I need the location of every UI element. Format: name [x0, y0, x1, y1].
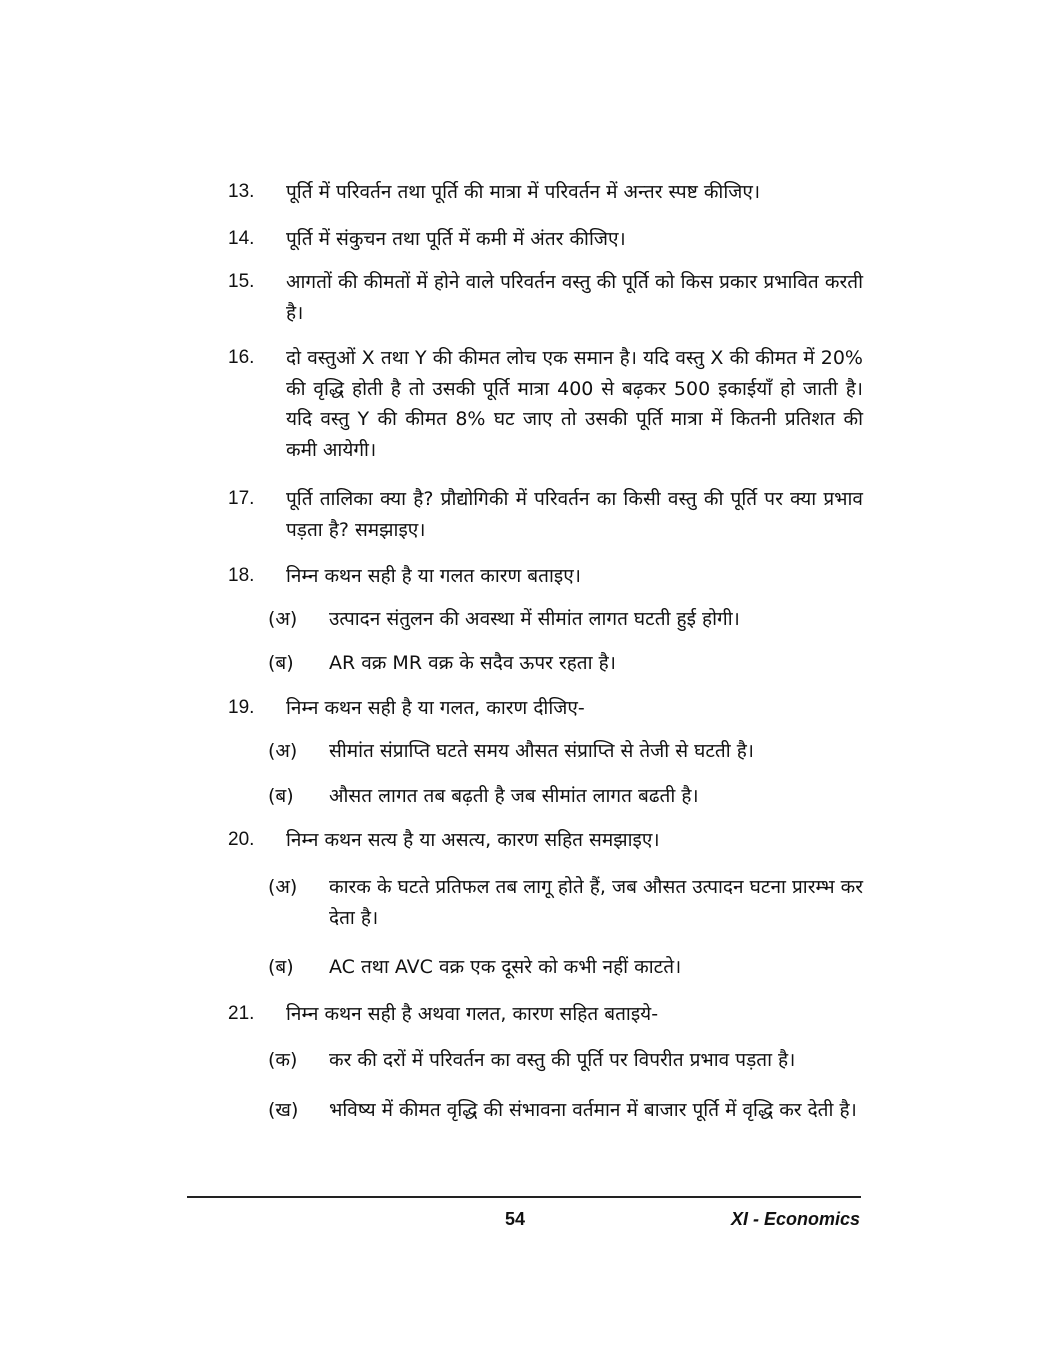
- part-label: (ब): [268, 785, 294, 807]
- question-18: [228, 561, 863, 592]
- question-text: निम्न कथन सही है या गलत, कारण दीजिए-: [286, 697, 585, 719]
- footer-rule: [187, 1196, 861, 1198]
- part-label: (अ): [268, 740, 298, 762]
- part-text: सीमांत संप्राप्ति घटते समय औसत संप्राप्ति से तेजी से घटती है।: [329, 740, 754, 762]
- question-19-part-a: [268, 736, 863, 767]
- question-number: 16.: [228, 347, 255, 368]
- question-18-part-a: [268, 604, 863, 635]
- part-text: औसत लागत तब बढ़ती है जब सीमांत लागत बढती है।: [329, 785, 699, 807]
- part-label: (ब): [268, 652, 294, 674]
- question-20-part-a: [268, 872, 863, 933]
- question-text: आगतों की कीमतों में होने वाले परिवर्तन वस्तु की पूर्ति को किस प्रकार प्रभावित करती है।: [286, 271, 863, 324]
- part-label: (अ): [268, 876, 298, 898]
- question-17: [228, 484, 863, 545]
- question-text: पूर्ति में संकुचन तथा पूर्ति में कमी में अंतर कीजिए।: [286, 228, 626, 250]
- question-16: [228, 343, 863, 465]
- part-text: AC तथा AVC वक्र एक दूसरे को कभी नहीं काटते।: [329, 956, 682, 978]
- question-21-part-kha: [268, 1095, 863, 1126]
- question-text: पूर्ति तालिका क्या है? प्रौद्योगिकी में परिवर्तन का किसी वस्तु की पूर्ति पर क्या प्रभाव पड़ता है? समझाइए।: [286, 488, 863, 541]
- question-number: 19.: [228, 697, 255, 718]
- part-label: (ख): [268, 1099, 299, 1121]
- question-text: निम्न कथन सत्य है या असत्य, कारण सहित समझाइए।: [286, 829, 660, 851]
- question-text: दो वस्तुओं X तथा Y की कीमत लोच एक समान है। यदि वस्तु X की कीमत में 20% की वृद्धि होती है तो उसकी पूर्ति मात्रा 400 से बढ़कर 500 इकाईयाँ हो जाती है। यदि वस्तु Y की कीमत 8% घट जाए तो उसकी पूर्ति मात्रा में कितनी प्रतिशत की कमी आयेगी।: [286, 347, 863, 461]
- question-number: 21.: [228, 1003, 255, 1024]
- question-text: निम्न कथन सही है या गलत कारण बताइए।: [286, 565, 581, 587]
- question-number: 15.: [228, 271, 255, 292]
- question-text: निम्न कथन सही है अथवा गलत, कारण सहित बताइये-: [286, 1003, 659, 1025]
- question-19-part-b: [268, 781, 863, 812]
- part-text: AR वक्र MR वक्र के सदैव ऊपर रहता है।: [329, 652, 616, 674]
- part-label: (अ): [268, 608, 298, 630]
- question-21: [228, 999, 863, 1030]
- question-14: [228, 224, 863, 255]
- question-13: [228, 177, 863, 208]
- part-text: कर की दरों में परिवर्तन का वस्तु की पूर्ति पर विपरीत प्रभाव पड़ता है।: [329, 1049, 796, 1071]
- question-number: 18.: [228, 565, 255, 586]
- question-18-part-b: [268, 648, 863, 679]
- question-number: 17.: [228, 488, 255, 509]
- question-number: 13.: [228, 181, 255, 202]
- question-number: 14.: [228, 228, 255, 249]
- part-text: भविष्य में कीमत वृद्धि की संभावना वर्तमान में बाजार पूर्ति में वृद्धि कर देती है।: [329, 1099, 857, 1121]
- question-21-part-ka: [268, 1045, 863, 1076]
- question-20-part-b: [268, 952, 863, 983]
- question-15: [228, 267, 863, 328]
- part-text: कारक के घटते प्रतिफल तब लागू होते हैं, जब औसत उत्पादन घटना प्रारम्भ कर देता है।: [329, 876, 863, 929]
- part-text: उत्पादन संतुलन की अवस्था में सीमांत लागत घटती हुई होगी।: [329, 608, 740, 630]
- part-label: (ब): [268, 956, 294, 978]
- footer-book-title: XI - Economics: [730, 1209, 860, 1229]
- question-number: 20.: [228, 829, 255, 850]
- page-number: 54: [505, 1209, 526, 1229]
- part-label: (क): [268, 1049, 298, 1071]
- question-20: [228, 825, 863, 856]
- question-19: [228, 693, 863, 724]
- question-text: पूर्ति में परिवर्तन तथा पूर्ति की मात्रा में परिवर्तन में अन्तर स्पष्ट कीजिए।: [286, 181, 761, 203]
